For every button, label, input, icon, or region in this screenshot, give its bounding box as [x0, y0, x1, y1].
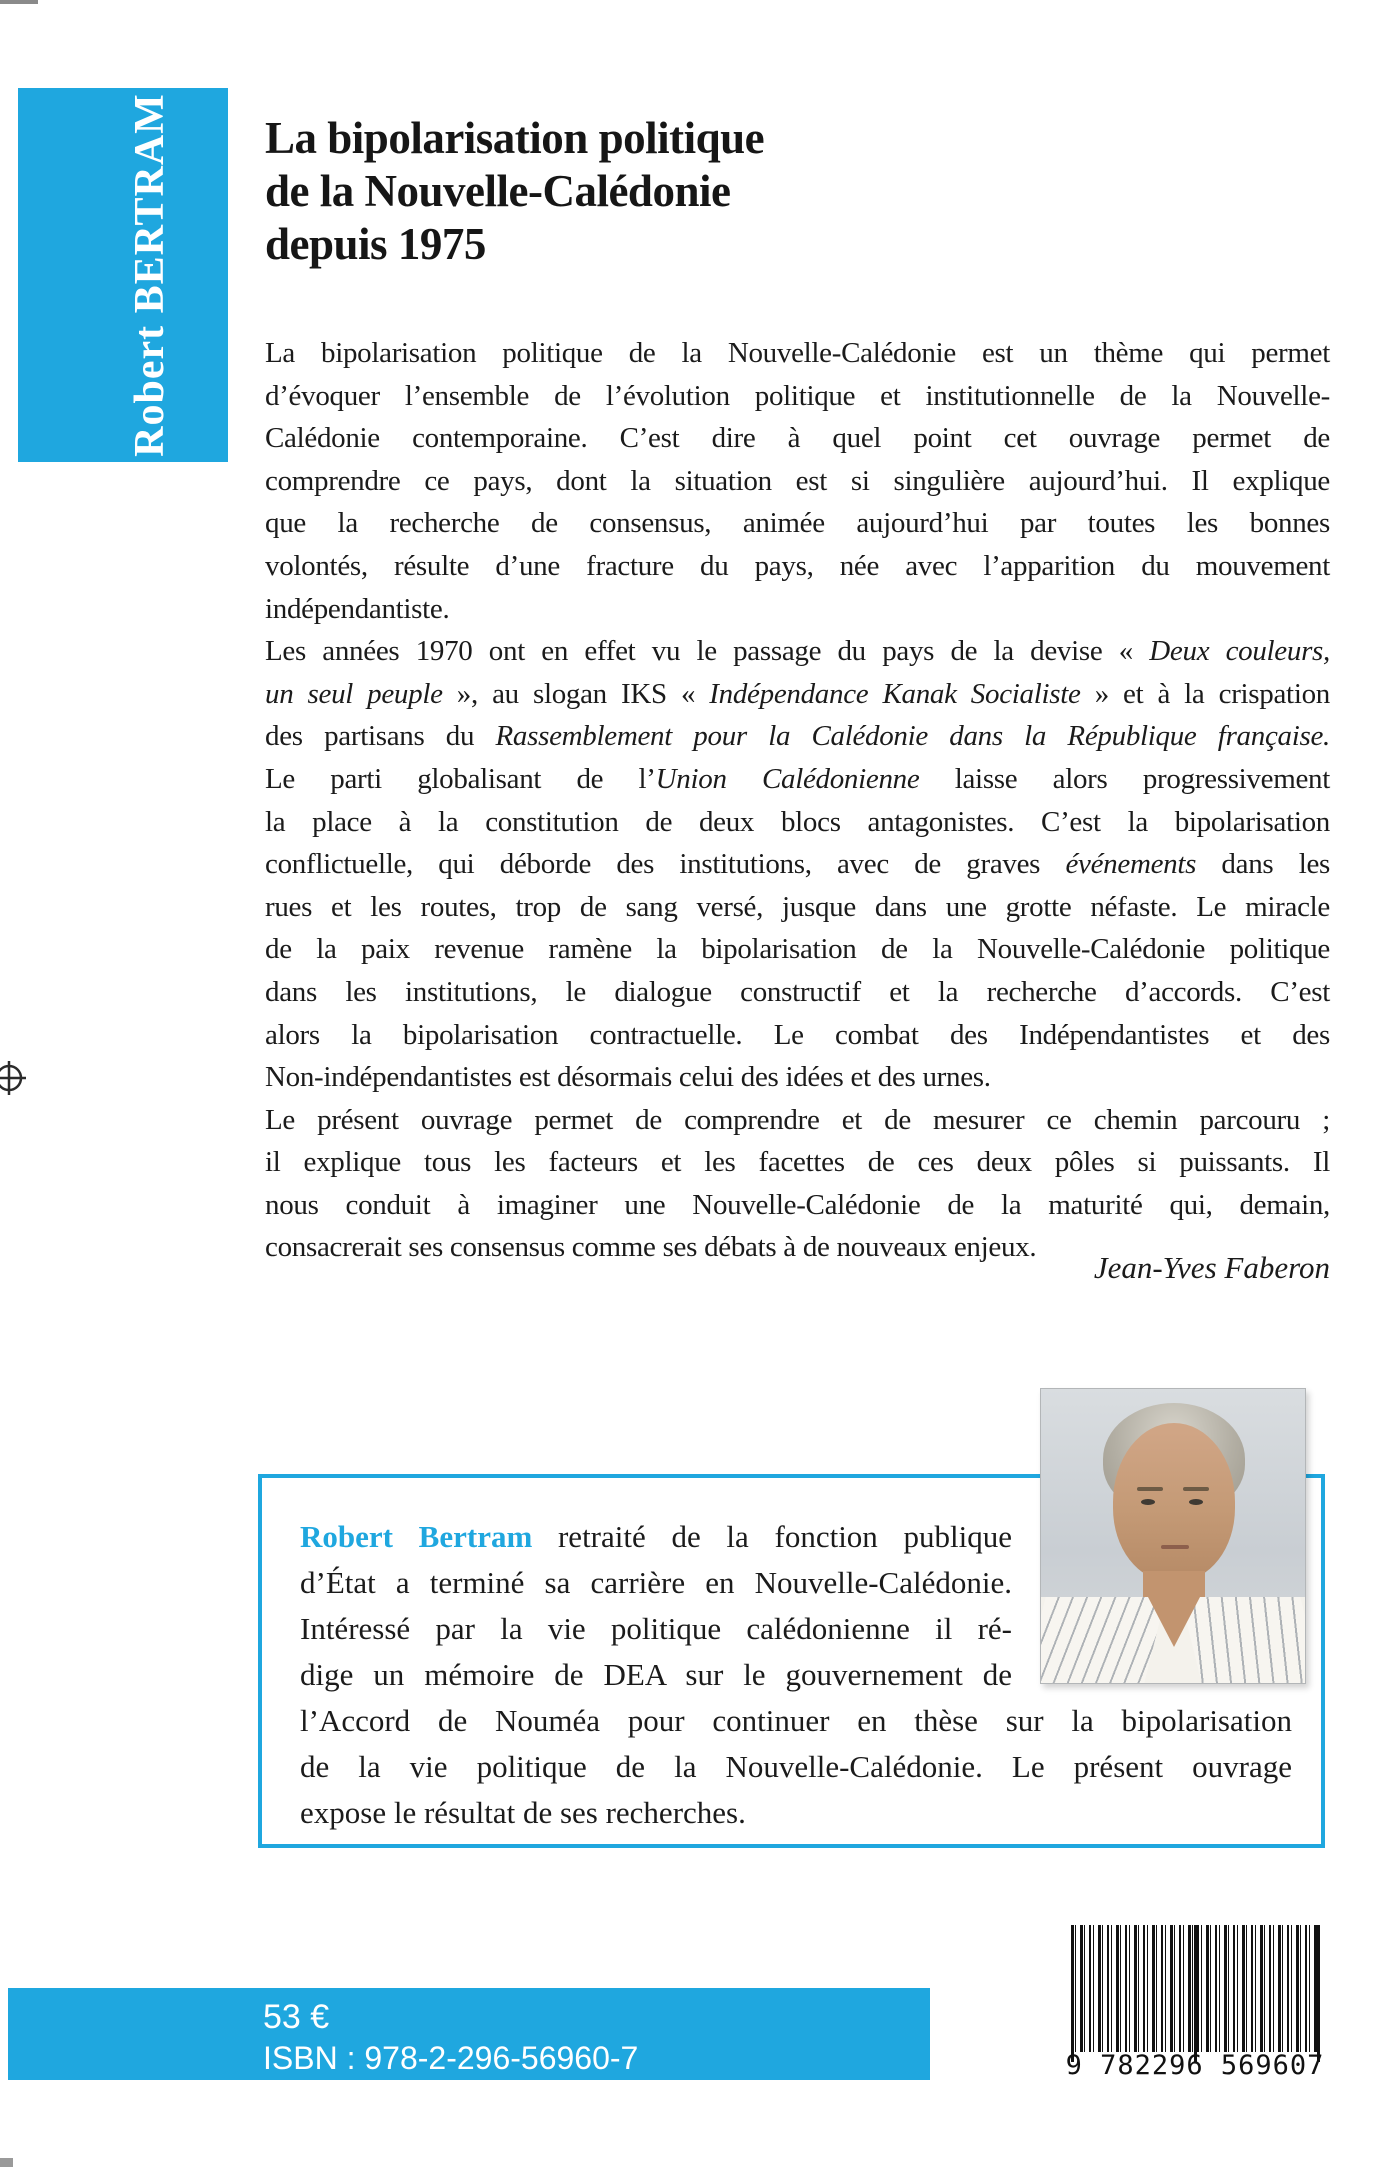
- text-line: il explique tous les facteurs et les facettes de ces deux pôles si puissants. Il: [265, 1146, 1330, 1179]
- isbn-label: ISBN : 978-2-296-56960-7: [263, 2040, 639, 2076]
- book-title: [265, 112, 1330, 271]
- text-line: expose le résultat de ses recherches.: [300, 1795, 746, 1830]
- registration-mark-icon: [0, 1058, 32, 1098]
- text-line: la place à la constitution de deux blocs antagonistes. C’est la bipolarisation: [265, 805, 1330, 838]
- text-line: d’évoquer l’ensemble de l’évolution politique et institutionnelle de la Nouvelle-: [265, 379, 1330, 412]
- portrait-eye: [1189, 1499, 1203, 1505]
- text-line: Calédonie contemporaine. C’est dire à quel point cet ouvrage permet de: [265, 422, 1330, 455]
- price-label: 53 €: [263, 1998, 330, 2036]
- barcode: [1055, 1910, 1335, 2080]
- text-line: rues et les routes, trop de sang versé, jusque dans une grotte néfaste. Le miracle: [265, 890, 1330, 923]
- book-title-line: La bipolarisation politique: [265, 113, 765, 163]
- spine-author: Robert BERTRAM: [127, 93, 174, 457]
- text-line: un seul peuple », au slogan IKS « Indépendance Kanak Socialiste » et à la crispation: [265, 677, 1330, 710]
- text-line: indépendantiste.: [265, 592, 450, 625]
- barcode-guard-bar: [1317, 1925, 1320, 2062]
- text-line: conflictuelle, qui déborde des institutions, avec de graves événements dans les: [265, 848, 1331, 881]
- crop-mark-bottom: [0, 2158, 13, 2167]
- text-line: d’État a terminé sa carrière en Nouvelle-Calédonie.: [300, 1565, 1012, 1600]
- text-line: Les années 1970 ont en effet vu le passage du pays de la devise « Deux couleurs,: [265, 635, 1330, 668]
- portrait-brow: [1183, 1487, 1209, 1491]
- text-line: comprendre ce pays, dont la situation est si singulière aujourd’hui. Il explique: [265, 464, 1330, 497]
- text-line: des partisans du Rassemblement pour la Calédonie dans la République française.: [265, 720, 1330, 753]
- text-line: Intéressé par la vie politique calédonienne il ré-: [300, 1611, 1012, 1646]
- text-line: La bipolarisation politique de la Nouvelle-Calédonie est un thème qui permet: [265, 337, 1330, 369]
- text-line: alors la bipolarisation contractuelle. Le combat des Indépendantistes et des: [265, 1018, 1330, 1051]
- signature: Jean-Yves Faberon: [1093, 1250, 1330, 1285]
- crop-mark-top: [0, 0, 38, 4]
- text-line: Le présent ouvrage permet de comprendre et de mesurer ce chemin parcouru ;: [265, 1103, 1330, 1136]
- spine-band: [18, 88, 228, 462]
- portrait-brow: [1137, 1487, 1163, 1491]
- text-line: Le parti globalisant de l’Union Calédonienne laisse alors progressivement: [265, 762, 1330, 795]
- text-line: de la vie politique de la Nouvelle-Calédonie. Le présent ouvrage: [300, 1749, 1292, 1784]
- text-line: de la paix revenue ramène la bipolarisation de la Nouvelle-Calédonie politique: [265, 933, 1330, 966]
- book-title-line: de la Nouvelle-Calédonie: [265, 166, 731, 216]
- author-portrait-photo: [1040, 1388, 1306, 1684]
- book-title-line: depuis 1975: [265, 219, 486, 269]
- text-line: que la recherche de consensus, animée aujourd’hui par toutes les bonnes: [265, 507, 1330, 540]
- barcode-digits: 9 782296 569607: [1065, 2050, 1325, 2081]
- synopsis-text: [265, 332, 1330, 1269]
- text-line: Non-indépendantistes est désormais celui des idées et des urnes.: [265, 1061, 991, 1094]
- text-line: volontés, résulte d’une fracture du pays, née avec l’apparition du mouvement: [265, 549, 1330, 582]
- text-line: consacrerait ses consensus comme ses débats à de nouveaux enjeux.: [265, 1231, 1037, 1264]
- barcode-guard-bar: [1071, 1925, 1074, 2062]
- text-line: nous conduit à imaginer une Nouvelle-Calédonie de la maturité qui, demain,: [265, 1188, 1330, 1221]
- price-bar: [8, 1988, 930, 2080]
- portrait-mouth: [1161, 1545, 1189, 1549]
- text-line: l’Accord de Nouméa pour continuer en thèse sur la bipolarisation: [300, 1703, 1292, 1738]
- text-line: dans les institutions, le dialogue constructif et la recherche d’accords. C’est: [265, 975, 1330, 1008]
- text-line: Robert Bertram retraité de la fonction publique: [300, 1519, 1012, 1554]
- text-line: dige un mémoire de DEA sur le gouvernement de: [300, 1657, 1012, 1692]
- portrait-face: [1113, 1423, 1235, 1581]
- barcode-guard-bar: [1194, 1925, 1197, 2062]
- portrait-eye: [1141, 1499, 1155, 1505]
